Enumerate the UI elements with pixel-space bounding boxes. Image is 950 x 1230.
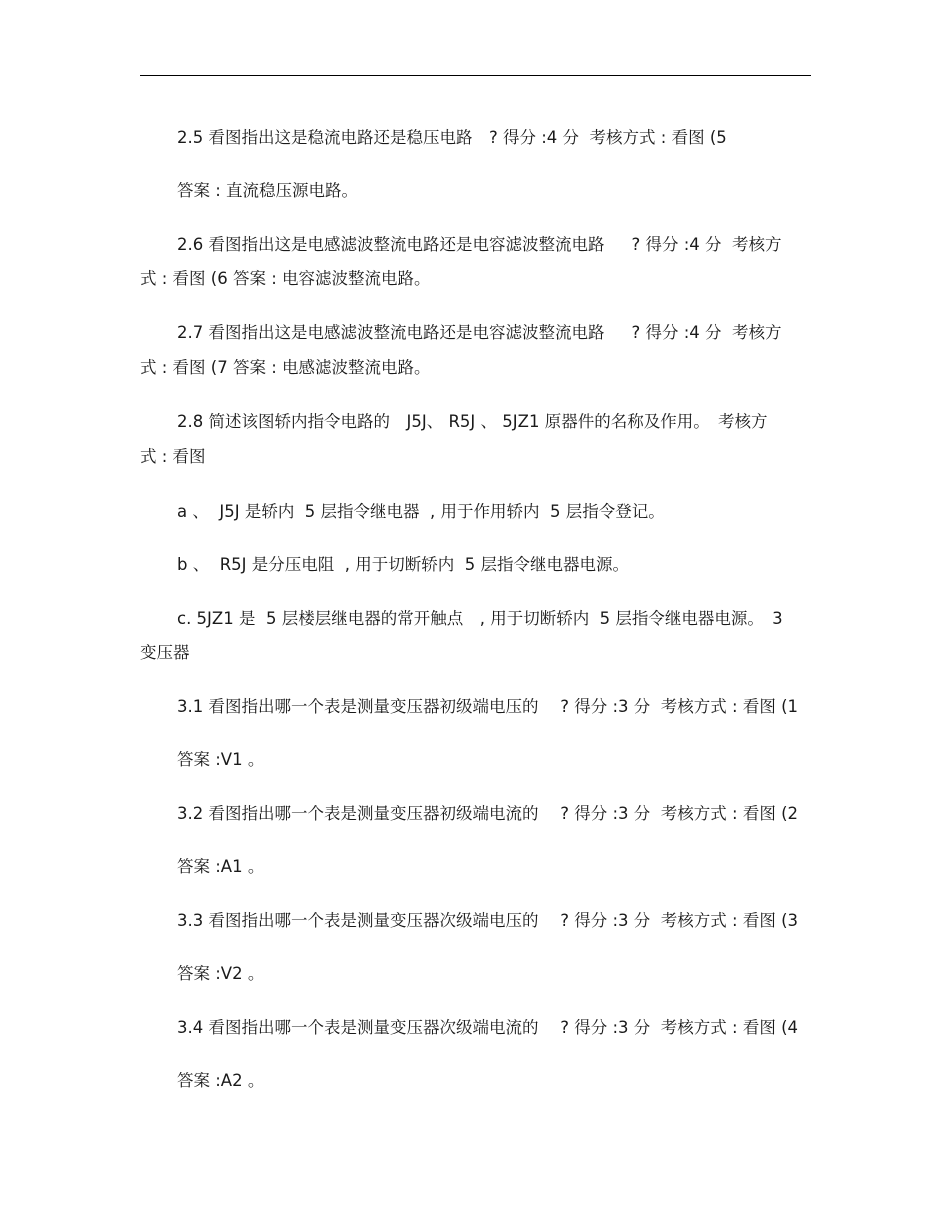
question-3-3: 3.3 看图指出哪一个表是测量变压器次级端电压的 ? 得分 :3 分 考核方式 : 看图 (3 — [177, 911, 798, 930]
question-2-7: 2.7 看图指出这是电感滤波整流电路还是电容滤波整流电路 ? 得分 :4 分 考核方 — [177, 323, 782, 342]
question-2-7-continued: 式 : 看图 (7 答案 : 电感滤波整流电路。 — [140, 358, 431, 377]
answer-2-5: 答案 : 直流稳压源电路。 — [177, 181, 359, 200]
header-rule — [140, 75, 811, 76]
answer-3-3: 答案 :V2 。 — [177, 964, 265, 983]
answer-2-8-a: a 、 J5J 是轿内 5 层指令继电器 , 用于作用轿内 5 层指令登记。 — [177, 502, 665, 521]
answer-2-8-c: c. 5JZ1 是 5 层楼层继电器的常开触点 , 用于切断轿内 5 层指令继电器电源。 3 — [177, 609, 783, 628]
question-2-8: 2.8 简述该图轿内指令电路的 J5J、 R5J 、 5JZ1 原器件的名称及作用。 考核方 — [177, 412, 768, 431]
question-2-6: 2.6 看图指出这是电感滤波整流电路还是电容滤波整流电路 ? 得分 :4 分 考核方 — [177, 235, 782, 254]
question-2-8-continued: 式 : 看图 — [140, 447, 206, 466]
answer-3-2: 答案 :A1 。 — [177, 857, 265, 876]
question-3-4: 3.4 看图指出哪一个表是测量变压器次级端电流的 ? 得分 :3 分 考核方式 : 看图 (4 — [177, 1018, 798, 1037]
answer-3-1: 答案 :V1 。 — [177, 750, 265, 769]
question-2-5: 2.5 看图指出这是稳流电路还是稳压电路 ? 得分 :4 分 考核方式 : 看图 (5 — [177, 128, 727, 147]
answer-3-4: 答案 :A2 。 — [177, 1071, 265, 1090]
section-3-heading: 变压器 — [140, 643, 190, 662]
question-2-6-continued: 式 : 看图 (6 答案 : 电容滤波整流电路。 — [140, 269, 431, 288]
question-3-2: 3.2 看图指出哪一个表是测量变压器初级端电流的 ? 得分 :3 分 考核方式 : 看图 (2 — [177, 804, 798, 823]
question-3-1: 3.1 看图指出哪一个表是测量变压器初级端电压的 ? 得分 :3 分 考核方式 : 看图 (1 — [177, 697, 798, 716]
answer-2-8-b: b 、 R5J 是分压电阻 , 用于切断轿内 5 层指令继电器电源。 — [177, 555, 629, 574]
